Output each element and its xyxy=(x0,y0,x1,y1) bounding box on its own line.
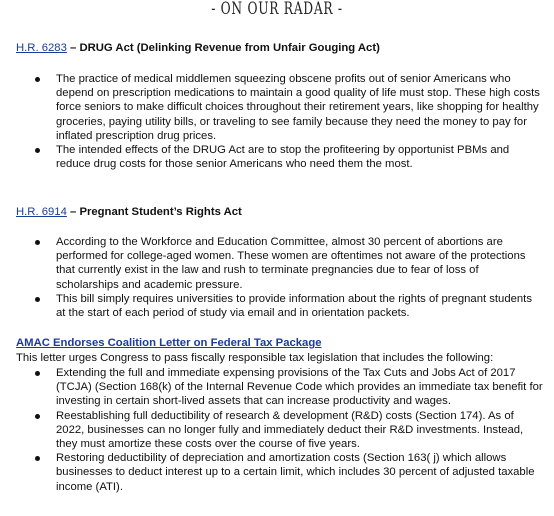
list-item: The intended effects of the DRUG Act are to stop the profiteering by opportunist PBMs and reduce drug costs for those senior Americans who need them the most. xyxy=(16,143,544,171)
bill-heading-hr6914 xyxy=(16,205,242,219)
bill-separator: – xyxy=(66,42,80,54)
bill-link-hr6914[interactable]: H.R. 6914 xyxy=(16,206,67,218)
tax-package-bullets xyxy=(16,366,544,494)
list-item: The practice of medical middlemen squeezing obscene profits out of senior Americans who depend on prescription medications to maintain a good quality of life must stop. These high costs force seniors to make difficult choices throughout their retirement years, like shopping for healthy groceries, paying utility bills, or traveling to see family because they need the money to pay for inflated prescription drug prices. xyxy=(16,72,544,143)
bill-title-pregnant-students: Pregnant Student’s Rights Act xyxy=(79,206,242,218)
pregnant-students-bullets xyxy=(16,235,544,320)
section-header: - ON OUR RADAR - xyxy=(211,0,343,19)
bill-heading-hr6283 xyxy=(16,41,380,55)
list-item: According to the Workforce and Education Committee, almost 30 percent of abortions are performed for college-aged women. These women are oftentimes not aware of the protections that currently exist in the law and rush to terminate pregnancies due to fear of loss of scholarships and academic pressure. xyxy=(16,235,544,292)
tax-package-intro: This letter urges Congress to pass fiscally responsible tax legislation that includes the following: xyxy=(16,352,494,364)
list-item: This bill simply requires universities to provide information about the rights of pregnant students at the start of each period of study via email and in orientation packets. xyxy=(16,292,544,320)
list-item: Restoring deductibility of depreciation and amortization costs (Section 163( j) which allows businesses to deduct interest up to a certain limit, which includes 30 percent of adjusted taxable income (ATI). xyxy=(16,451,544,494)
list-item: Extending the full and immediate expensing provisions of the Tax Cuts and Jobs Act of 2017 (TCJA) (Section 168(k) of the Internal Revenue Code which provides an immediate tax benefit for investing in certain short-lived assets that can increase productivity and wages. xyxy=(16,366,544,409)
tax-package-link[interactable]: AMAC Endorses Coalition Letter on Federal Tax Package xyxy=(16,337,322,349)
bill-link-hr6283[interactable]: H.R. 6283 xyxy=(16,42,67,54)
drug-act-bullets xyxy=(16,72,544,171)
bill-separator: – xyxy=(66,206,80,218)
list-item: Reestablishing full deductibility of research & development (R&D) costs (Section 174). As of 2022, businesses can no longer fully and immediately deduct their R&D investments. Instead, they must amortize these costs over the course of five years. xyxy=(16,409,544,452)
bill-title-drug-act: DRUG Act (Delinking Revenue from Unfair Gouging Act) xyxy=(79,42,380,54)
